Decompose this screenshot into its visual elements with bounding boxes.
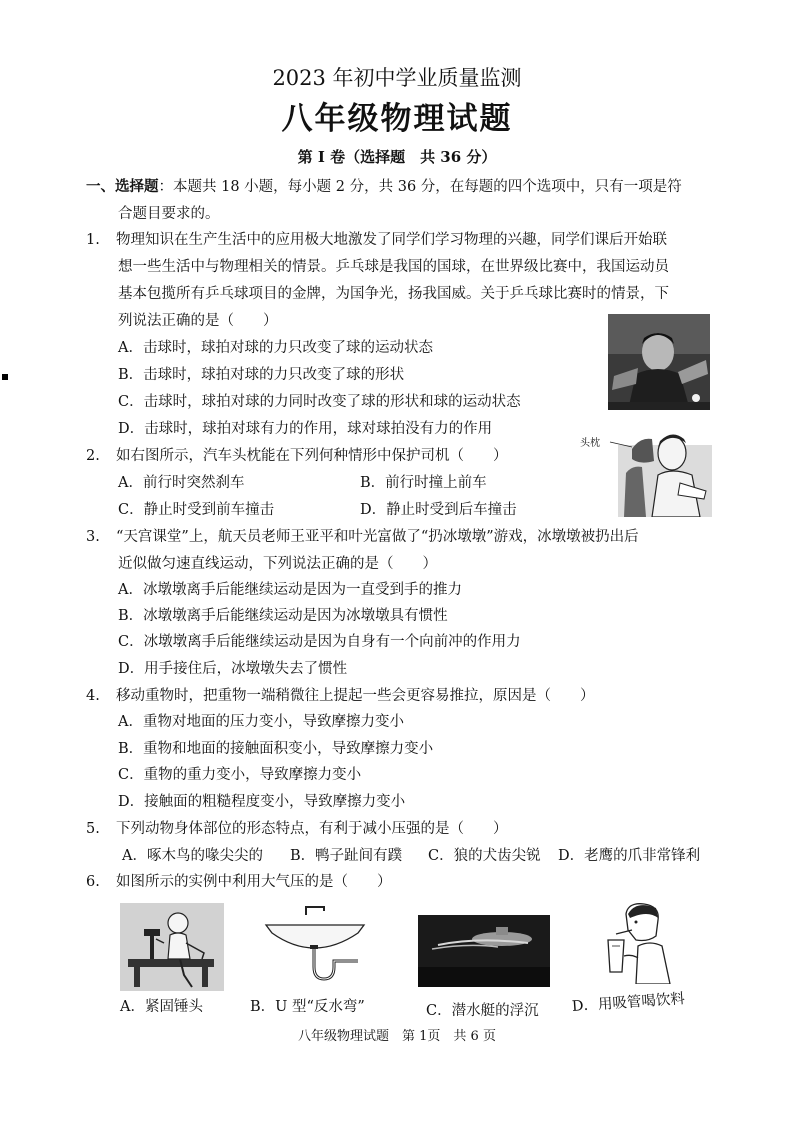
q5-number: 5. (86, 821, 100, 837)
q6-option-a: A．紧固锤头 (120, 999, 203, 1015)
scan-mark (2, 374, 8, 380)
q6-option-c: C．潜水艇的浮沉 (426, 1003, 539, 1019)
q2-option-c: C．静止时受到前车撞击 (118, 502, 275, 518)
q4-option-d: D．接触面的粗糙程度变小，导致摩擦力变小 (118, 794, 406, 810)
q1-option-d: D．击球时，球拍对球有力的作用，球对球拍没有力的作用 (118, 421, 493, 437)
q6-number: 6. (86, 874, 100, 890)
q6-option-d: D．用吸管喝饮料 (571, 991, 686, 1015)
section-heading: 第 I 卷（选择题 共 36 分） (297, 148, 497, 166)
q3-option-a: A．冰墩墩离手后能继续运动是因为一直受到手的推力 (118, 582, 462, 598)
q2-option-a: A．前行时突然刹车 (118, 475, 245, 491)
q1-stem-line-4: 列说法正确的是（ ） (118, 313, 278, 329)
headrest-label: 头枕 (580, 438, 600, 449)
q1-option-c: C．击球时，球拍对球的力同时改变了球的形状和球的运动状态 (118, 394, 521, 410)
q3-number: 3. (86, 529, 100, 545)
q5-option-c: C．狼的犬齿尖锐 (428, 848, 541, 864)
instructions-line-1 (86, 177, 682, 197)
q1-stem-line-2: 想一些生活中与物理相关的情景。乒乓球是我国的国球，在世界级比赛中，我国运动员 (118, 259, 669, 275)
sink-figure (262, 903, 368, 991)
q5-stem: 5. 下列动物身体部位的形态特点，有利于减小压强的是（ ） (86, 821, 508, 837)
table-tennis-photo (608, 314, 710, 410)
q4-option-b: B．重物和地面的接触面积变小，导致摩擦力变小 (118, 741, 434, 757)
q4-number: 4. (86, 688, 100, 704)
q1-stem-line-3: 基本包揽所有乒乓球项目的金牌，为国争光，扬我国威。关于乒乓球比赛时的情景，下 (118, 286, 669, 302)
q5-option-d: D．老鹰的爪非常锋利 (558, 848, 701, 864)
q5-option-b: B．鸭子趾间有蹼 (290, 848, 403, 864)
headrest-figure (580, 425, 712, 517)
q2-number: 2. (86, 448, 100, 464)
instructions-label: 一、选择题 (86, 178, 159, 195)
q3-option-d: D．用手接住后，冰墩墩失去了惯性 (118, 661, 348, 677)
submarine-figure (418, 915, 550, 987)
q5-option-a: A．啄木鸟的喙尖尖的 (122, 848, 263, 864)
q4-option-a: A．重物对地面的压力变小，导致摩擦力变小 (118, 714, 404, 730)
q4-option-c: C．重物的重力变小，导致摩擦力变小 (118, 767, 362, 783)
q3-stem-line-1: 3. “天宫课堂”上，航天员老师王亚平和叶光富做了“扔冰墩墩”游戏，冰墩墩被扔出后 (86, 529, 639, 545)
page-footer: 八年级物理试题 第 1页 共 6 页 (298, 1029, 496, 1044)
q3-option-b: B．冰墩墩离手后能继续运动是因为冰墩墩具有惯性 (118, 608, 448, 624)
q6-stem: 6. 如图所示的实例中利用大气压的是（ ） (86, 874, 392, 890)
q1-option-a: A．击球时，球拍对球的力只改变了球的运动状态 (118, 340, 433, 356)
q1-number: 1. (86, 232, 100, 248)
hammer-figure (120, 903, 224, 991)
q2-option-d: D．静止时受到后车撞击 (360, 502, 517, 518)
q1-stem-line-1: 1. 物理知识在生产生活中的应用极大地激发了同学们学习物理的兴趣，同学们课后开始联 (86, 232, 667, 248)
q3-option-c: C．冰墩墩离手后能继续运动是因为自身有一个向前冲的作用力 (118, 634, 521, 650)
q2-option-b: B．前行时撞上前车 (360, 475, 487, 491)
q3-stem-line-2: 近似做匀速直线运动，下列说法正确的是（ ） (118, 556, 437, 572)
q4-stem: 4. 移动重物时，把重物一端稍微往上提起一些会更容易推拉，原因是（ ） (86, 688, 595, 704)
exam-subtitle: 2023 年初中学业质量监测 (272, 66, 522, 90)
q6-option-b: B．U 型“反水弯” (250, 999, 365, 1015)
instructions-text-2: 合题目要求的。 (118, 206, 220, 222)
q2-stem: 2. 如右图所示，汽车头枕能在下列何种情形中保护司机（ ） (86, 448, 508, 464)
q1-option-b: B．击球时，球拍对球的力只改变了球的形状 (118, 367, 405, 383)
exam-title: 八年级物理试题 (281, 101, 513, 137)
instructions-text-1: ：本题共 18 小题，每小题 2 分，共 36 分，在每题的四个选项中，只有一项是符 (158, 179, 682, 195)
straw-figure (598, 900, 674, 984)
